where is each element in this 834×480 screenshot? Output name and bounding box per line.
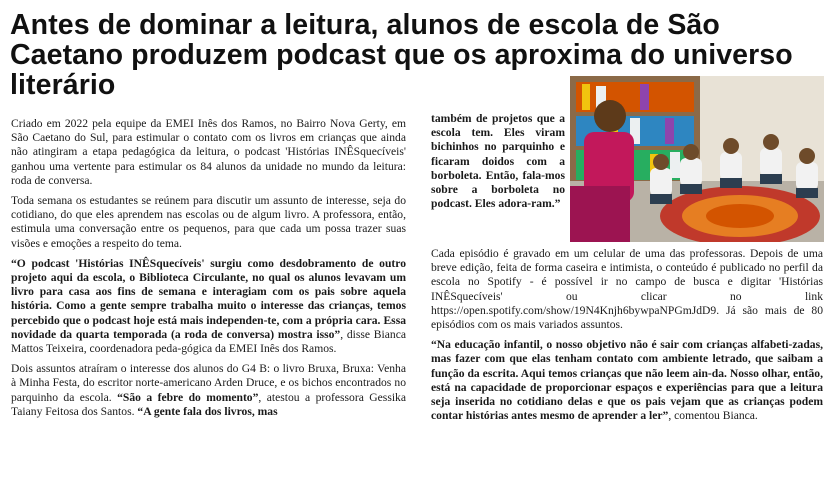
- quote-objective-attribution: , comentou Bianca.: [668, 409, 758, 423]
- paragraph-intro: Criado em 2022 pela equipe da EMEI Inês dos Ramos, no Bairro Nova Gerty, em São Caetano do Sul, para estimular o contato com os livros em crianças que ainda não atingiram a etapa pedagógica da leitura, o podcast 'Histórias INÊSquecíveis' ganhou uma vertente para estimular os 84 alunos da unidade no mundo da leitura: roda de conversa.: [11, 117, 406, 187]
- topics-text: Dois assuntos atraíram o interesse dos alunos do G4 B: o livro Bruxa, Bruxa: Venha à Minha Festa, do escritor norte-americano Arden Druce, e os bichos encontrados no parquinho da escola.: [11, 362, 406, 404]
- paragraph-quote-objective: [431, 338, 823, 423]
- quote-coordinator: “O podcast 'Histórias INÊSquecíveis' surgiu como desdobramento de outro projeto aqui da escola, o Biblioteca Circulante, no qual os alunos levavam um livro para casa aos fins de semana e interagiam com os pais sobre aquela história. Como a gente sempre trabalha muito o interesse das crianças, temos percebido que o podcast hoje está mais independen-te, com a própria cara. Essa novidade da quarta temporada (a roda de conversa) mostra isso”: [11, 256, 406, 341]
- quote-fever: “São a febre do momento”: [117, 390, 259, 404]
- quote-coordinator-attribution: , disse Bianca Mattos Teixeira, coordenadora peda-gógica da EMEI Inês dos Ramos.: [11, 327, 407, 356]
- quote-teacher-start: “A gente fala dos livros, mas: [137, 404, 278, 418]
- paragraph-weekly: Toda semana os estudantes se reúnem para discutir um assunto de interesse, seja do cotidiano, do que eles aprendem nas escolas ou de algum livro. A professora, então, estimula uma conversação entre os pequenos, para que cada um possa trazer suas visões e emoções a respeito do tema.: [11, 194, 406, 250]
- left-column: [11, 117, 406, 425]
- paragraph-topics: [11, 362, 406, 419]
- quote-objective: “Na educação infantil, o nosso objetivo não é sair com crianças alfabeti-zadas, mas fazer com que elas tenham contato com ambiente letrado, que saibam a função da escrita. Aqui temos crianças que não leem ain-da. Nosso olhar, então, está na capacidade de proporcionar espaços e experiências para que a leitura seja inserida no cotidiano delas e que os pais vejam que as crianças podem contar histórias antes mesmo de aprender a ler”: [431, 338, 823, 423]
- right-column: [431, 247, 823, 429]
- middle-column: [431, 112, 565, 217]
- topics-attribution: , atestou a professora Gessika Taiany Feitosa dos Santos.: [11, 390, 406, 418]
- article-headline: Antes de dominar a leitura, alunos de escola de São Caetano produzem podcast que os aproxima do universo literário: [10, 9, 793, 101]
- paragraph-quote-coordinator: [11, 257, 406, 356]
- paragraph-recording: Cada episódio é gravado em um celular de uma das professoras. Depois de uma breve edição, feita de forma caseira e intimista, o conteúdo é publicado no perfil da escola no Spotify - é possível ir no campo de busca e digitar 'Histórias INÊSquecíveis' ou clicar no link https://open.spotify.com/show/19N4Knjh6bywpaNPGmJdD9. Já são mais de 80 episódios com os mais variados assuntos.: [431, 247, 823, 332]
- article-photo: [570, 76, 824, 242]
- classroom-photo-illustration: [570, 76, 824, 242]
- quote-teacher-continued: também de projetos que a escola tem. Eles viram bichinhos no parquinho e ficaram doidos com a borboleta. Então, fala-mos sobre a borboleta no podcast. Eles adora-ram.”: [431, 112, 565, 211]
